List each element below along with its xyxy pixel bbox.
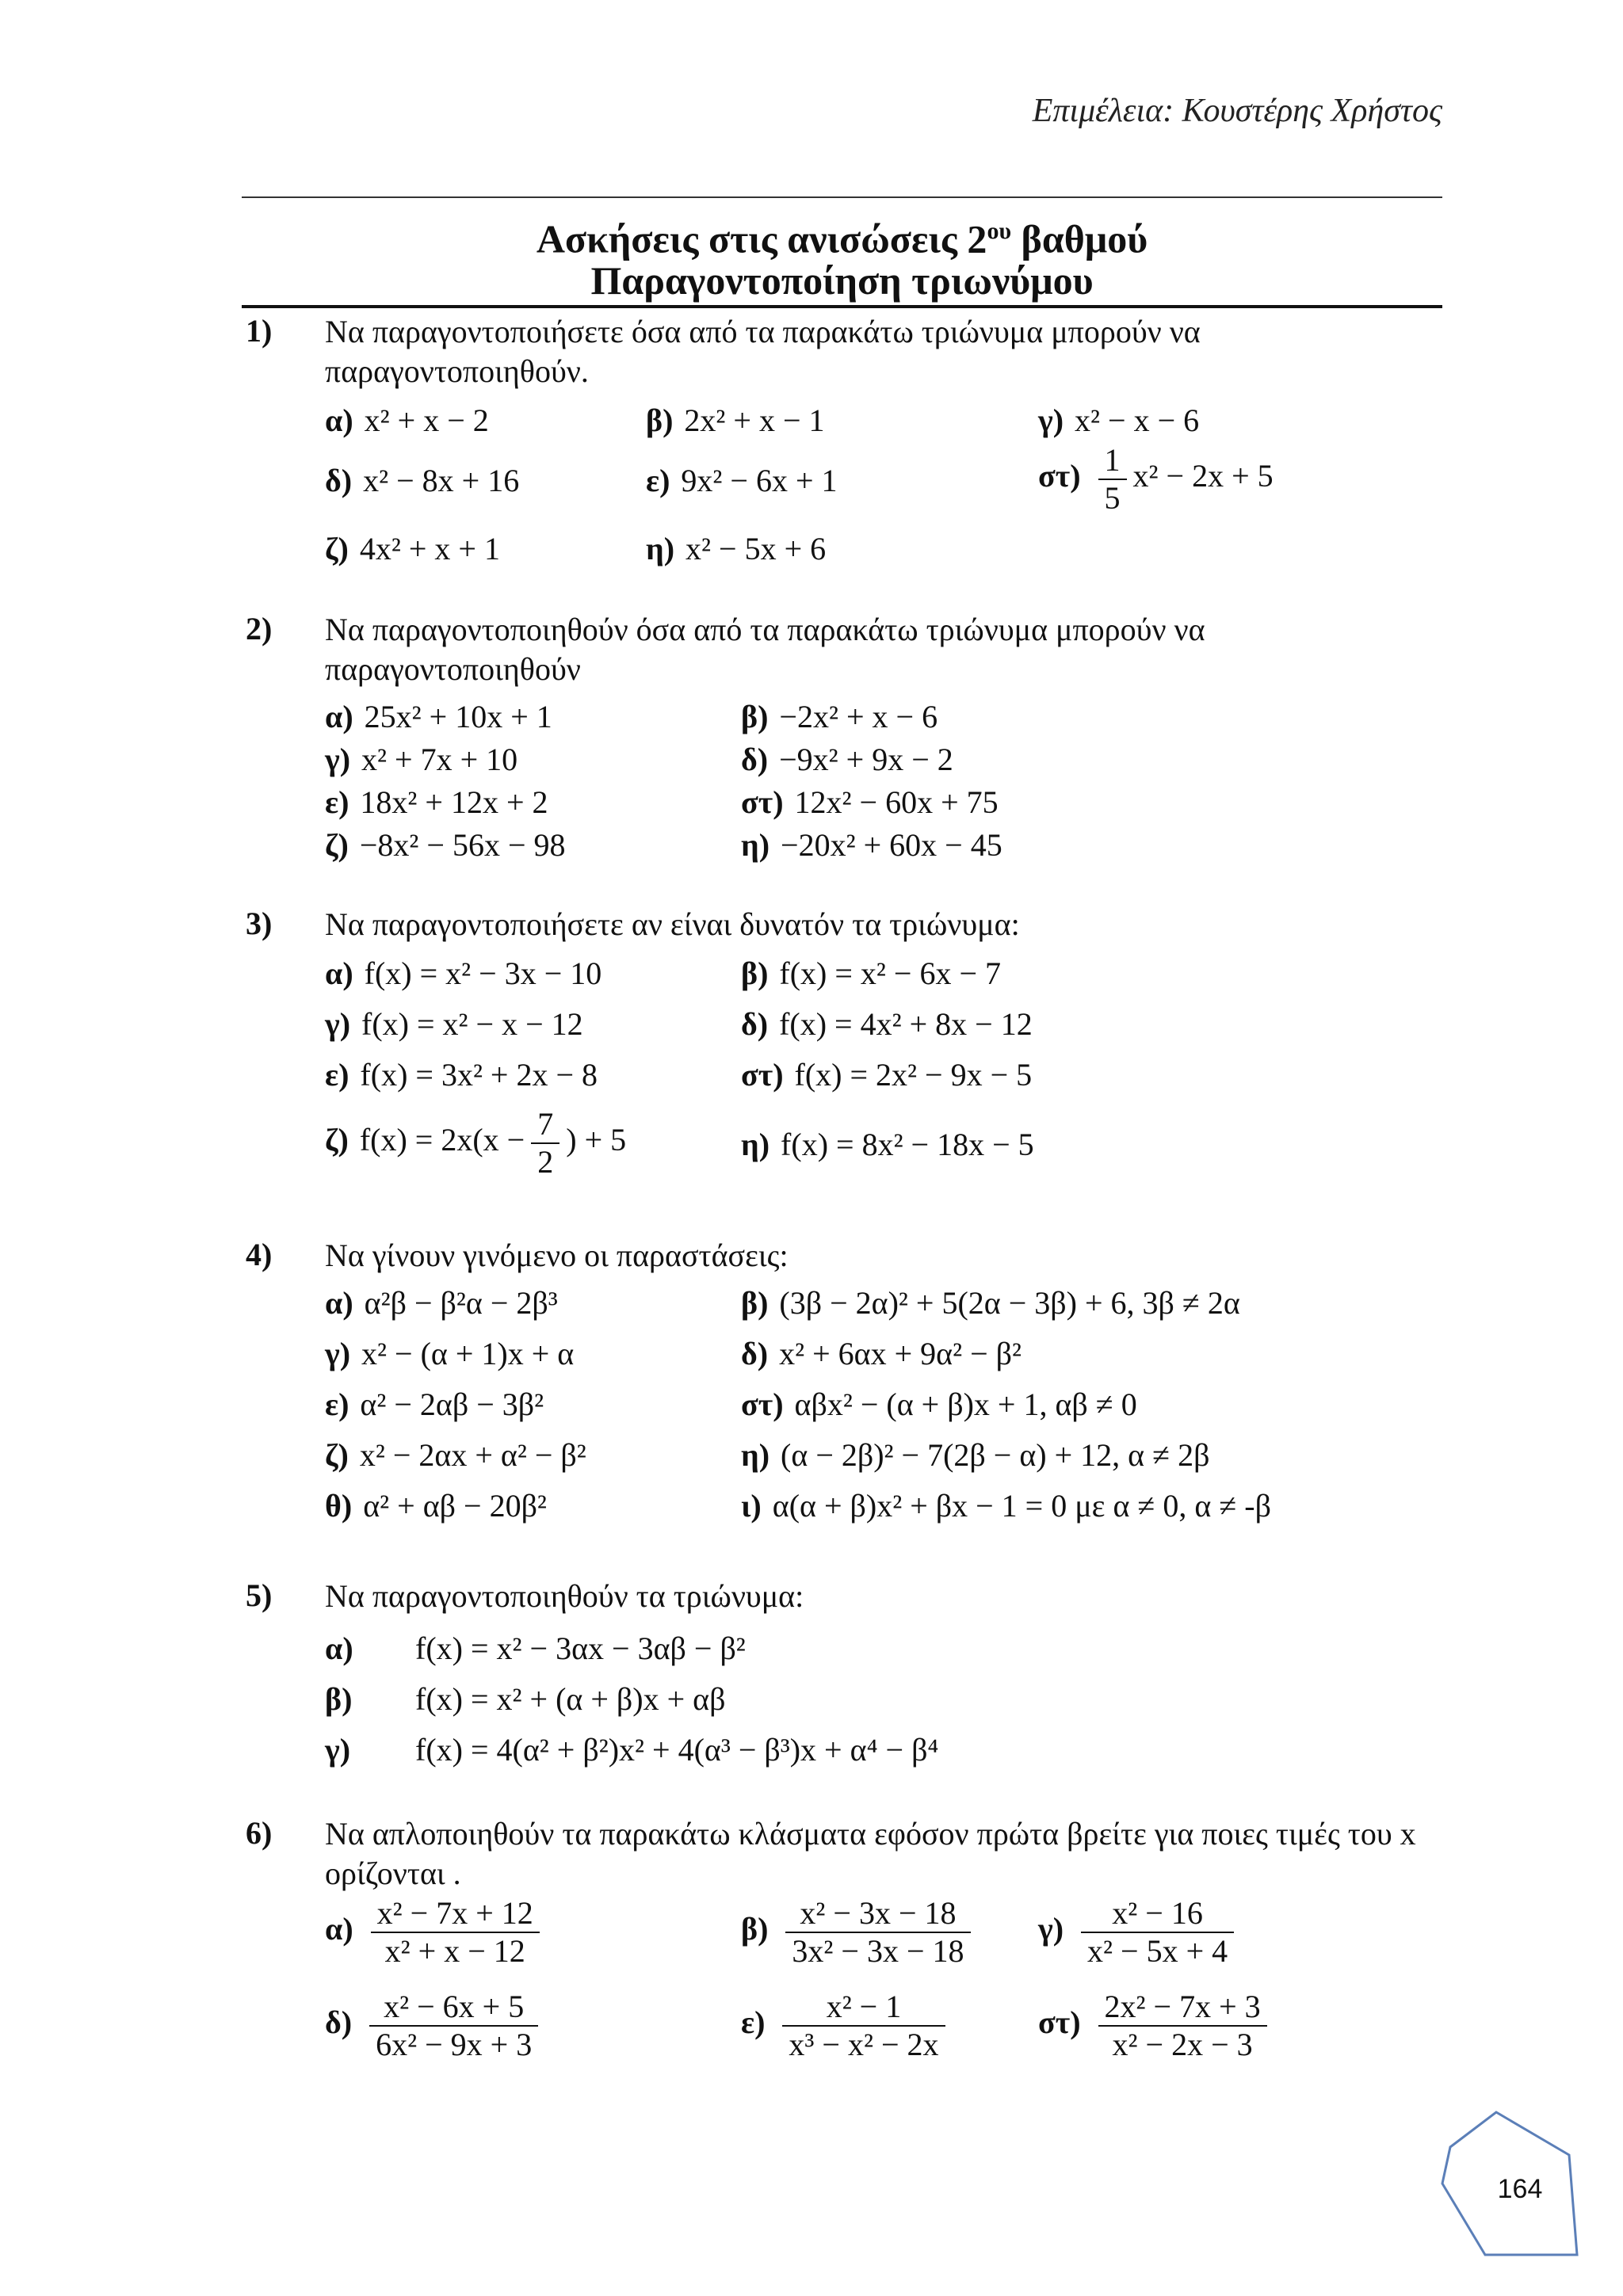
page-number: 164 [1497, 2174, 1543, 2204]
exercise-2-prompt: Να παραγοντοποιηθούν όσα από τα παρακάτω τριώνυμα μπορούν να παραγοντοποιηθούν [325, 612, 1205, 687]
exercise-2-item-z: ζ) −8x² − 56x − 98 [325, 827, 566, 863]
exercise-1-item-d: δ) x² − 8x + 16 [325, 463, 520, 498]
exercise-1-item-z: ζ) 4x² + x + 1 [325, 531, 500, 566]
exercise-4-item-d: δ) x² + 6αx + 9α² − β² [741, 1336, 1022, 1371]
exercise-1-prompt: Να παραγοντοποιήσετε όσα από τα παρακάτω τριώνυμα μπορούν να παραγοντοποιηθούν. [325, 314, 1201, 389]
exercise-2-item-d: δ) −9x² + 9x − 2 [741, 742, 953, 777]
exercise-1-item-b: β) 2x² + x − 1 [646, 402, 825, 438]
exercise-1-number: 1) [246, 313, 273, 349]
exercise-1-item-st: στ) $\frac{1}{5}$ x² − 2x + 5 [1038, 442, 1274, 516]
exercise-4-item-st: στ) αβx² − (α + β)x + 1, αβ ≠ 0 [741, 1386, 1137, 1422]
exercise-3-item-h: η) f(x) = 8x² − 18x − 5 [741, 1127, 1034, 1162]
exercise-2-item-a: α) 25x² + 10x + 1 [325, 699, 552, 734]
exercise-4-prompt: Να γίνουν γινόμενο οι παραστάσεις: [325, 1238, 789, 1273]
exercise-3-item-z: ζ) f(x) = 2x(x − $\frac{7}{2}$ ) + 5 [325, 1106, 627, 1180]
title-line-2: Παραγοντοποίηση τριωνύμου [590, 258, 1094, 303]
exercise-3-number: 3) [246, 906, 273, 941]
exercise-3-item-a: α) f(x) = x² − 3x − 10 [325, 955, 602, 991]
exercise-3-item-b: β) f(x) = x² − 6x − 7 [741, 955, 1002, 991]
exercise-6-item-st: στ) $\frac{\text{2x² − 7x + 3}}{\text{x² − 2x − 3}}$ [1038, 1989, 1274, 2063]
exercise-5-item-a: α) f(x) = x² − 3αx − 3αβ − β² [325, 1630, 746, 1666]
exercise-2-item-b: β) −2x² + x − 6 [741, 699, 938, 734]
exercise-3-item-c: γ) f(x) = x² − x − 12 [325, 1006, 583, 1042]
exercise-2-item-h: η) −20x² + 60x − 45 [741, 827, 1002, 863]
exercise-4-item-i: ι) α(α + β)x² + βx − 1 = 0 με α ≠ 0, α ≠ -β [741, 1488, 1271, 1524]
exercise-1-item-a: α) x² + x − 2 [325, 402, 489, 438]
exercise-5-item-b: β) f(x) = x² + (α + β)x + αβ [325, 1681, 726, 1717]
header-rule [242, 196, 1442, 198]
exercise-4-item-h: η) (α − 2β)² − 7(2β − α) + 12, α ≠ 2β [741, 1437, 1210, 1473]
title-rule [242, 305, 1442, 308]
exercise-6-item-e: ε) $\frac{\text{x² − 1}}{\text{x³ − x² − 2x}}$ [741, 1989, 952, 2063]
exercise-6-number: 6) [246, 1815, 273, 1851]
exercise-4-item-a: α) α²β − β²α − 2β³ [325, 1285, 558, 1321]
exercise-2-item-e: ε) 18x² + 12x + 2 [325, 784, 548, 820]
exercise-6-item-c: γ) $\frac{\text{x² − 16}}{\text{x² − 5x + 4}}$ [1038, 1895, 1240, 1970]
exercise-4-item-e: ε) α² − 2αβ − 3β² [325, 1386, 544, 1422]
exercise-4-number: 4) [246, 1237, 273, 1272]
exercise-2-number: 2) [246, 611, 273, 646]
exercise-3-item-st: στ) f(x) = 2x² − 9x − 5 [741, 1057, 1033, 1093]
exercise-5-item-c: γ) f(x) = 4(α² + β²)x² + 4(α³ − β³)x + α⁴ − β⁴ [325, 1732, 939, 1768]
exercise-6-prompt: Να απλοποιηθούν τα παρακάτω κλάσματα εφόσον πρώτα βρείτε για ποιες τιμές του x ορίζονται . [325, 1816, 1416, 1891]
exercise-5-prompt: Να παραγοντοποιηθούν τα τριώνυμα: [325, 1578, 804, 1614]
exercise-6-item-d: δ) $\frac{\text{x² − 6x + 5}}{\text{6x² − 9x + 3}}$ [325, 1989, 544, 2063]
exercise-4-item-z: ζ) x² − 2αx + α² − β² [325, 1437, 586, 1473]
exercise-3-item-d: δ) f(x) = 4x² + 8x − 12 [741, 1006, 1033, 1042]
exercise-3-prompt: Να παραγοντοποιήσετε αν είναι δυνατόν τα τριώνυμα: [325, 906, 1020, 942]
exercise-1-item-e: ε) 9x² − 6x + 1 [646, 463, 838, 498]
exercise-5-number: 5) [246, 1577, 273, 1613]
exercise-4-item-c: γ) x² − (α + 1)x + α [325, 1336, 575, 1371]
exercise-3-item-e: ε) f(x) = 3x² + 2x − 8 [325, 1057, 598, 1093]
exercise-2-item-st: στ) 12x² − 60x + 75 [741, 784, 999, 820]
exercise-1-item-h: η) x² − 5x + 6 [646, 531, 827, 566]
exercise-6-item-a: α) $\frac{\text{x² − 7x + 12}}{\text{x² + x − 12}}$ [325, 1895, 546, 1970]
exercise-6-item-b: β) $\frac{\text{x² − 3x − 18}}{\text{3x² − 3x − 18}}$ [741, 1895, 977, 1970]
exercise-4-item-th: θ) α² + αβ − 20β² [325, 1488, 547, 1524]
exercise-2-item-c: γ) x² + 7x + 10 [325, 742, 518, 777]
exercise-1-item-c: γ) x² − x − 6 [1038, 402, 1200, 438]
header-author: Επιμέλεια: Κουστέρης Χρήστος [1032, 93, 1442, 129]
title-line-1: Ασκήσεις στις ανισώσεις $2^{o\upsilon}$ βαθμού [536, 216, 1148, 261]
exercise-4-item-b: β) (3β − 2α)² + 5(2α − 3β) + 6, 3β ≠ 2α [741, 1285, 1240, 1321]
